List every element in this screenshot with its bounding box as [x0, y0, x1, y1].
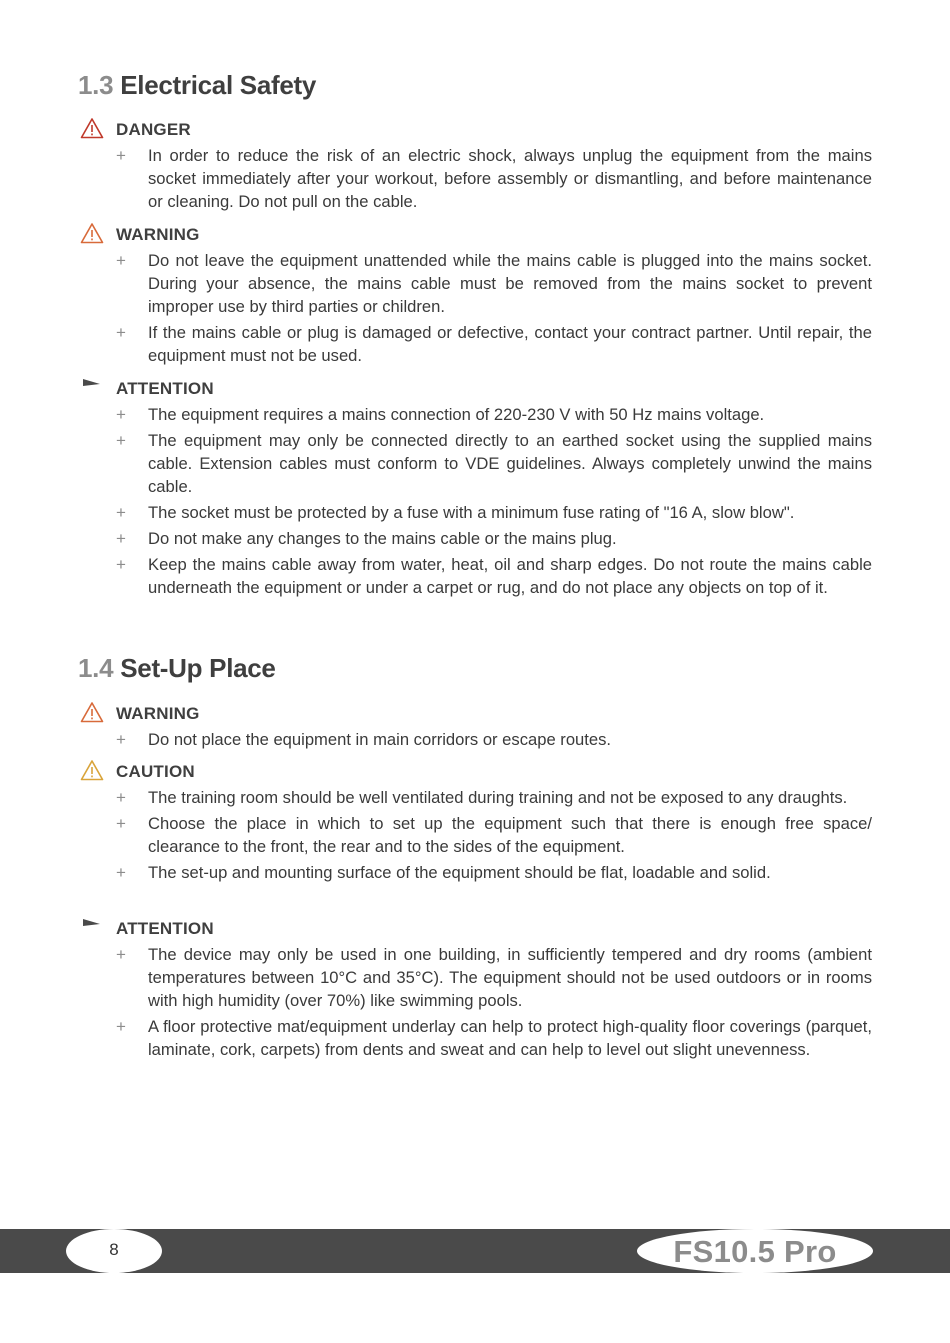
block-label: CAUTION — [116, 762, 195, 781]
list-item: + The equipment may only be connected directly to an earthed socket using the supplied mains cable. Extension cables must conform to VDE guidelines. Always completely unwind the mains cable. — [116, 431, 872, 496]
caution-triangle-icon — [80, 759, 104, 781]
list-item: + The socket must be protected by a fuse with a minimum fuse rating of "16 A, slow blow". — [116, 503, 795, 522]
danger-block — [80, 120, 872, 216]
list-item: + The set-up and mounting surface of the equipment should be flat, loadable and solid. — [116, 863, 771, 882]
warning-block — [80, 225, 872, 370]
plus-bullet-icon: + — [116, 405, 126, 424]
block-header — [80, 379, 872, 403]
list-item: + Choose the place in which to set up the equipment such that there is enough free space/ clearance to the front, the rear and to the sides of the equipment. — [116, 814, 872, 856]
plus-bullet-icon: + — [116, 431, 126, 450]
plus-bullet-icon: + — [116, 1017, 126, 1036]
plus-bullet-icon: + — [116, 251, 126, 270]
model-name: FS10.5 Pro — [673, 1234, 837, 1269]
section-heading: Electrical Safety — [120, 70, 317, 100]
block-header — [80, 225, 872, 249]
plus-bullet-icon: + — [116, 814, 126, 833]
section-number: 1.4 — [78, 653, 114, 683]
block-label: WARNING — [116, 704, 200, 723]
list-item: + Keep the mains cable away from water, heat, oil and sharp edges. Do not route the mains cable underneath the equipment or under a carpet or rug, and do not place any objects on top of it. — [116, 555, 872, 597]
plus-bullet-icon: + — [116, 555, 126, 574]
plus-bullet-icon: + — [116, 503, 126, 522]
caution-block — [80, 762, 872, 887]
block-header — [80, 919, 872, 943]
plus-bullet-icon: + — [116, 730, 126, 749]
warning-block — [80, 704, 872, 754]
list-item: + Do not place the equipment in main corridors or escape routes. — [116, 730, 612, 749]
section-number: 1.3 — [78, 70, 114, 100]
block-header — [80, 704, 872, 728]
item-list — [80, 249, 872, 367]
list-item: + The equipment requires a mains connection of 220-230 V with 50 Hz mains voltage. — [116, 405, 765, 424]
block-header — [80, 762, 872, 786]
plus-bullet-icon: + — [116, 323, 126, 342]
attention-block — [80, 919, 872, 1064]
plus-bullet-icon: + — [116, 529, 126, 548]
danger-triangle-icon — [80, 117, 104, 139]
list-item: + If the mains cable or plug is damaged or defective, contact your contract partner. Until repair, the equipment must not be used. — [116, 323, 872, 365]
list-item: + A floor protective mat/equipment underlay can help to protect high-quality floor coverings (parquet, laminate, cork, carpets) from dents and sweat and can help to level out slight unevenness. — [116, 1017, 872, 1059]
section-title-set-up-place — [78, 653, 276, 684]
block-label: WARNING — [116, 225, 200, 244]
list-item: + Do not make any changes to the mains cable or the mains plug. — [116, 529, 617, 548]
attention-block — [80, 379, 872, 602]
item-list — [80, 943, 872, 1061]
block-label: DANGER — [116, 120, 191, 139]
section-heading: Set-Up Place — [120, 653, 276, 683]
plus-bullet-icon: + — [116, 788, 126, 807]
list-item: + The training room should be well ventilated during training and not be exposed to any draughts. — [116, 788, 848, 807]
warning-triangle-icon — [80, 701, 104, 723]
warning-triangle-icon — [80, 222, 104, 244]
list-item: + Do not leave the equipment unattended while the mains cable is plugged into the mains socket. During your absence, the mains cable must be removed from the mains socket to prevent improper use by third parties or children. — [116, 251, 872, 316]
item-list — [80, 728, 872, 751]
attention-pointer-icon — [80, 916, 104, 938]
list-item: + In order to reduce the risk of an electric shock, always unplug the equipment from the mains socket immediately after your workout, before assembly or dismantling, and before maintenance or cleaning. Do not pull on the cable. — [116, 146, 872, 211]
section-title-electrical-safety — [78, 70, 316, 101]
block-header — [80, 120, 872, 144]
attention-pointer-icon — [80, 376, 104, 398]
plus-bullet-icon: + — [116, 146, 126, 165]
item-list — [80, 144, 872, 213]
plus-bullet-icon: + — [116, 945, 126, 964]
block-label: ATTENTION — [116, 379, 214, 398]
block-label: ATTENTION — [116, 919, 214, 938]
plus-bullet-icon: + — [116, 863, 126, 882]
item-list — [80, 786, 872, 884]
page-number: 8 — [109, 1240, 119, 1259]
item-list — [80, 403, 872, 599]
list-item: + The device may only be used in one building, in sufficiently tempered and dry rooms (ambient temperatures between 10°C and 35°C). The equipment should not be used outdoors or in rooms with high humidity (over 70%) like swimming pools. — [116, 945, 872, 1010]
